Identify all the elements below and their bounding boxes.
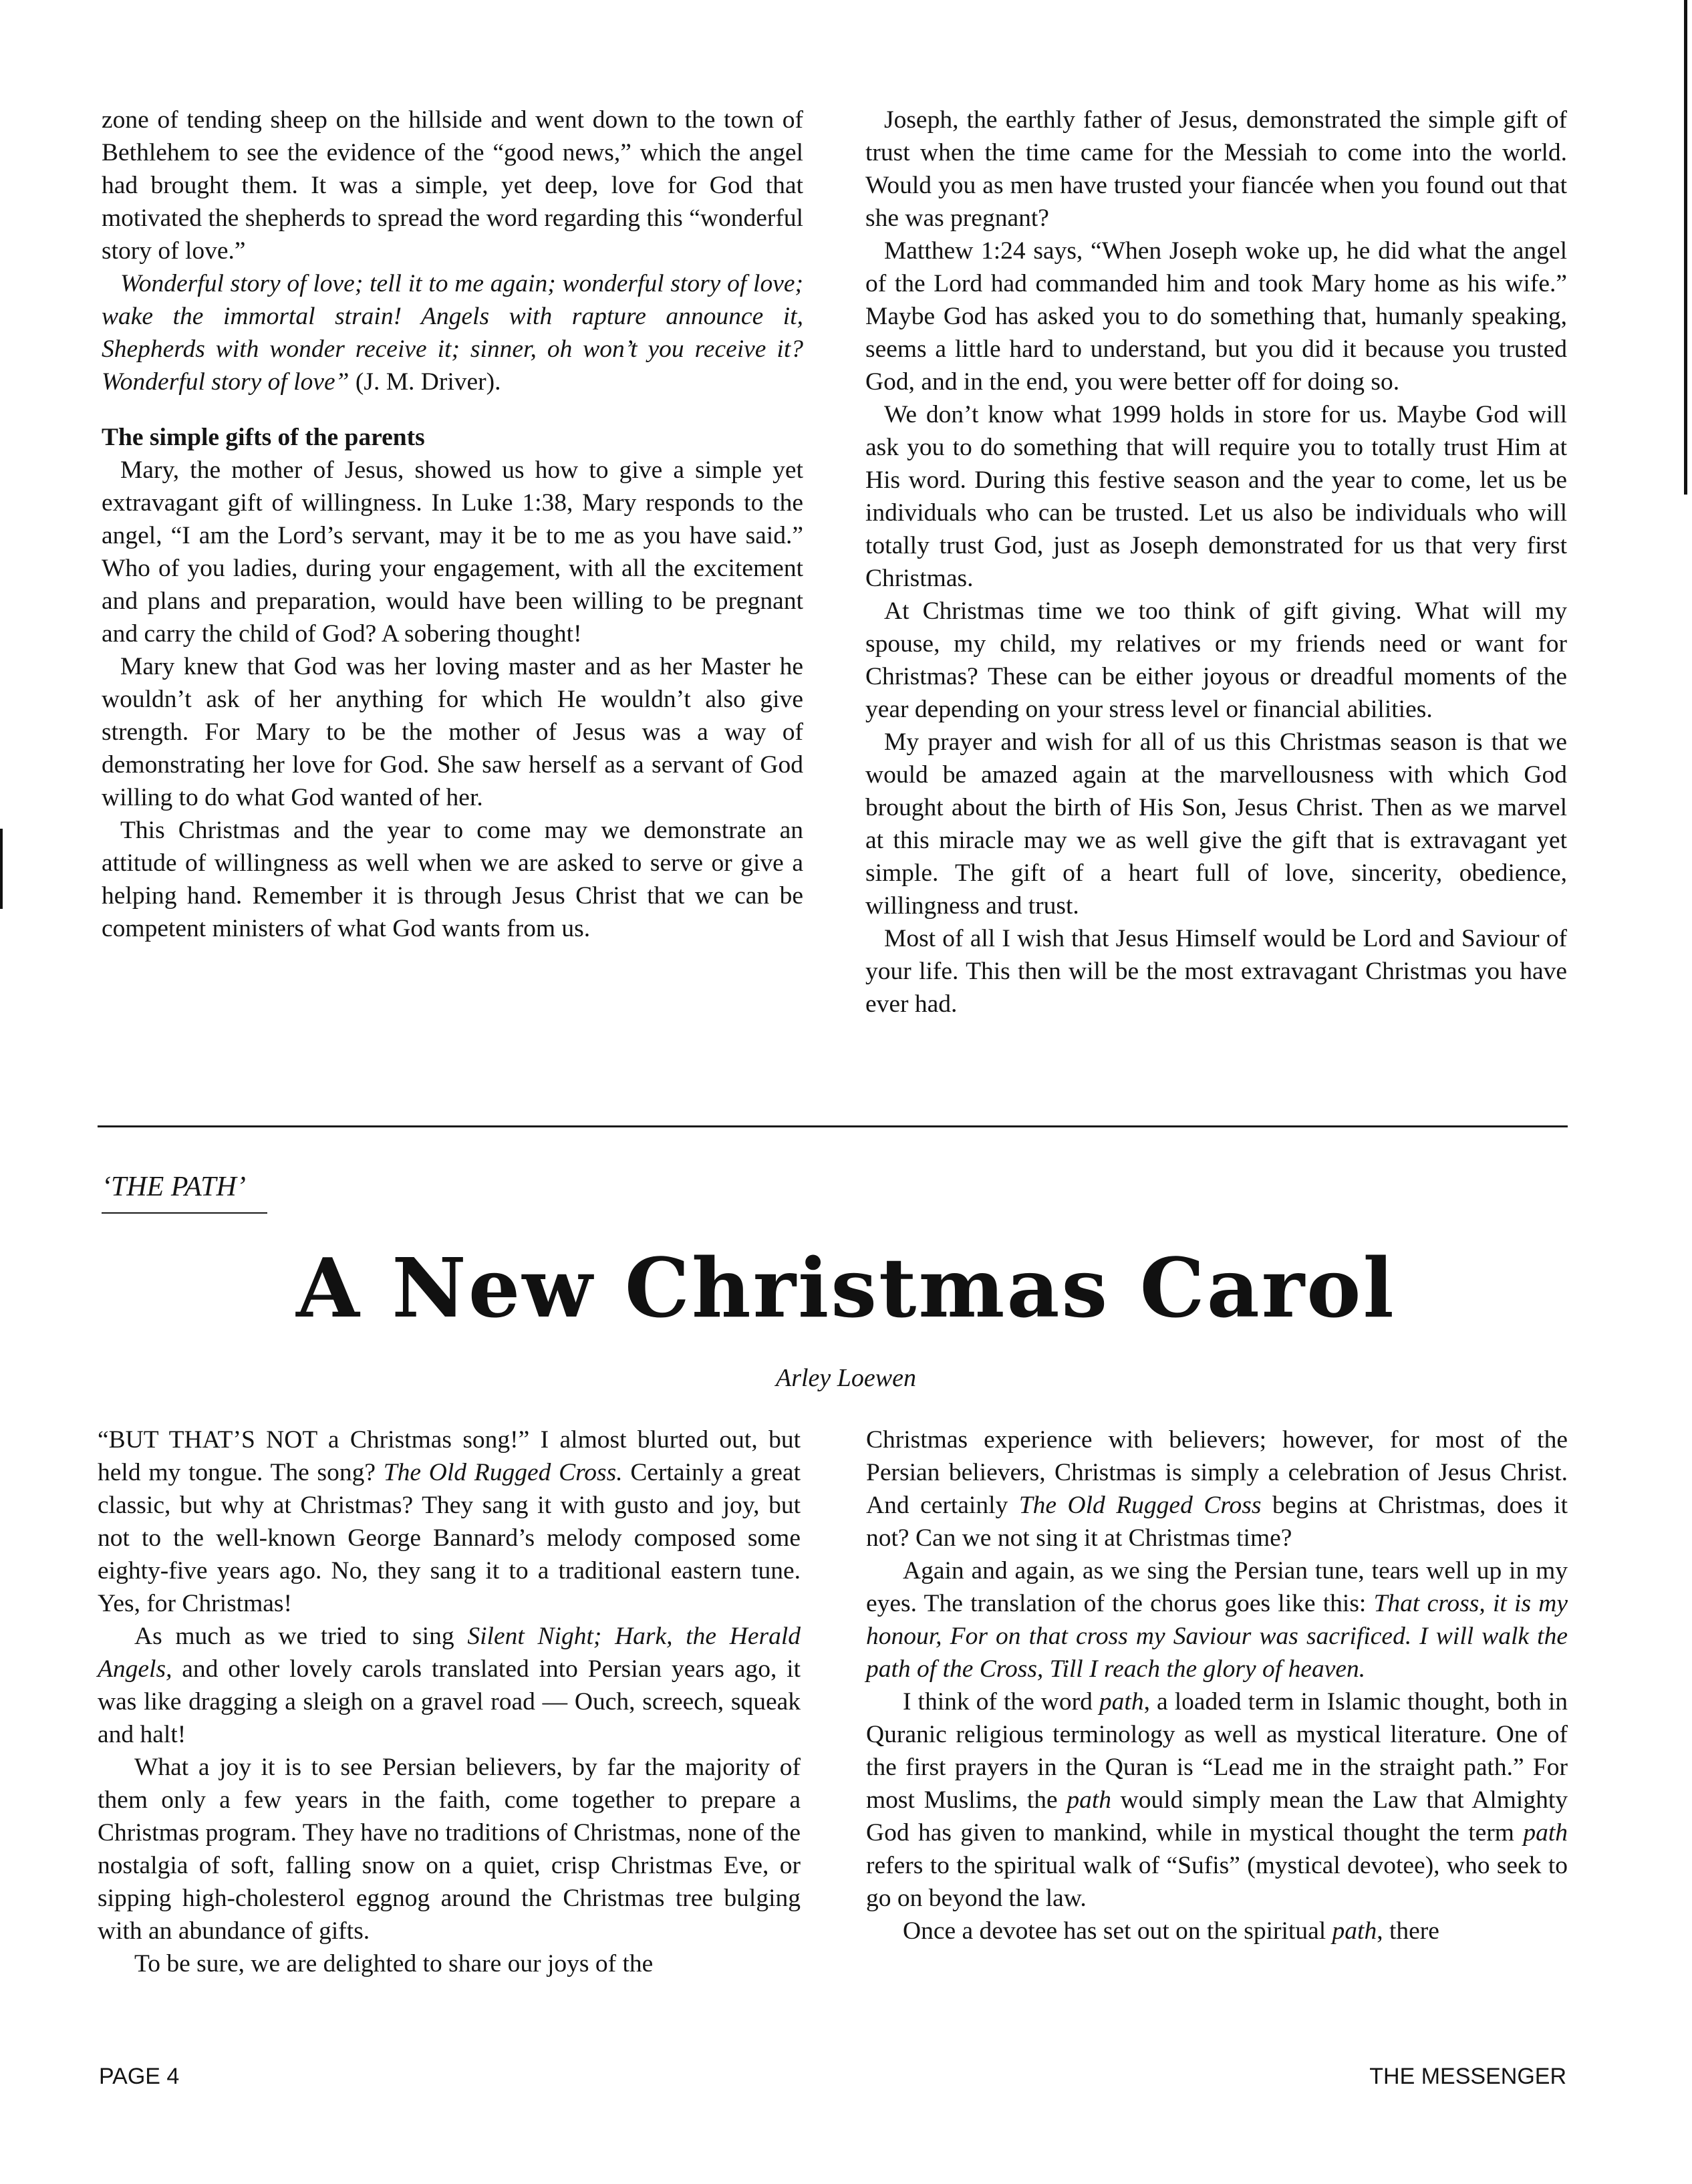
song-title: The Old Rugged Cross. bbox=[383, 1459, 623, 1486]
paragraph bbox=[98, 1423, 801, 1620]
paragraph bbox=[866, 1685, 1568, 1915]
emphasis: path bbox=[1332, 1917, 1377, 1945]
paragraph: What a joy it is to see Persian believers, by far the majority of them only a few years in the faith, come together to prepare a Christmas program. They have no traditions of Christmas, none of the nostalgia of soft, falling snow on a quiet, crisp Christmas Eve, or sipping high-cholesterol eggnog around the Christmas tree bulging with an abundance of gifts. bbox=[98, 1754, 801, 1945]
hymn-quote-credit: (J. M. Driver). bbox=[349, 368, 501, 396]
paragraph: We don’t know what 1999 holds in store for us. Maybe God will ask you to do something that will require you to totally trust Him at His word. During this festive season and the year to come, let us be individuals who can be trusted. Let us also be individuals who will totally trust God, just as Joseph demonstrated for us that very first Christmas. bbox=[865, 401, 1567, 592]
lower-left-column bbox=[98, 1423, 801, 1980]
text-run: I think of the word bbox=[903, 1688, 1099, 1716]
paragraph: Mary knew that God was her loving master and as her Master he wouldn’t ask of her anything for which He wouldn’t also give strength. For Mary to be the mother of Jesus was a way of demonstrating her love for God. She saw herself as a servant of God willing to do what God wanted of her. bbox=[102, 653, 803, 811]
paragraph bbox=[866, 1915, 1568, 1947]
chorus-translation: That cross, it is my honour, For on that cross my Saviour was sacrificed. I will walk the path of the Cross, Till I reach the glory of heaven. bbox=[866, 1590, 1568, 1683]
text-run: Again and again, as we sing the Persian tune, tears well up in my eyes. The translation of the chorus goes like this: bbox=[866, 1557, 1568, 1617]
scan-edge-mark bbox=[1684, 0, 1687, 495]
paragraph: My prayer and wish for all of us this Christmas season is that we would be amazed again at the marvellousness with which God brought about the birth of His Son, Jesus Christ. Then as we marvel at this miracle may we as well give the gift that is extravagant yet simple. The gift of a heart full of love, sincerity, obedience, willingness and trust. bbox=[865, 728, 1567, 920]
publication-name: THE MESSENGER bbox=[1369, 2064, 1566, 2089]
text-run: refers to the spiritual walk of “Sufis” (mystical devotee), who seek to go on beyond the law. bbox=[866, 1852, 1568, 1912]
text-run: “BUT THAT’S NOT a Christmas song!” I almost blurted out, but held my tongue. The song? bbox=[98, 1426, 801, 1486]
hymn-quote-text: Wonderful story of love; tell it to me again; wonderful story of love; wake the immortal strain! Angels with rapture announce it, Shepherds with wonder receive it; sinner, oh won’t you receive it? Wonderful story of love” bbox=[102, 270, 803, 396]
text-run: and other lovely carols translated into Persian years ago, it was like dragging a sleigh on a gravel road — Ouch, screech, squeak and halt! bbox=[98, 1655, 801, 1748]
text-run: , there bbox=[1377, 1917, 1439, 1945]
scan-edge-mark bbox=[0, 829, 3, 909]
text-run: Certainly a great classic, but why at Christmas? They sang it with gusto and joy, but not to the well-known George Bannard’s melody composed some eighty-five years ago. No, they sang it to a traditional eastern tune. Yes, for Christmas! bbox=[98, 1459, 801, 1617]
paragraph bbox=[98, 1620, 801, 1751]
paragraph: zone of tending sheep on the hillside and went down to the town of Bethlehem to see the evidence of the “good news,” which the angel had brought them. It was a simple, yet deep, love for God that motivated the shepherds to spread the word regarding this “wonderful story of love.” bbox=[102, 106, 803, 265]
section-label: ‘THE PATH’ bbox=[102, 1172, 246, 1202]
byline: Arley Loewen bbox=[775, 1364, 916, 1392]
emphasis: path bbox=[1067, 1786, 1112, 1814]
article-title: A New Christmas Carol bbox=[296, 1240, 1396, 1336]
paragraph: This Christmas and the year to come may we demonstrate an attitude of willingness as well when we are asked to serve or give a helping hand. Remember it is through Jesus Christ that we can be competent ministers of what God wants from us. bbox=[102, 817, 803, 942]
text-run: begins at Christmas, does it not? Can we not sing it at Christmas time? bbox=[866, 1492, 1568, 1552]
paragraph: Most of all I wish that Jesus Himself would be Lord and Saviour of your life. This then will be the most extravagant Christmas you have ever had. bbox=[865, 925, 1567, 1018]
emphasis: path bbox=[1099, 1688, 1144, 1716]
lower-right-column bbox=[866, 1423, 1568, 1947]
subheading: The simple gifts of the parents bbox=[102, 424, 425, 451]
section-divider bbox=[98, 1125, 1568, 1127]
paragraph: To be sure, we are delighted to share our joys of the bbox=[134, 1950, 654, 1977]
section-label-underline bbox=[102, 1212, 267, 1214]
paragraph: Joseph, the earthly father of Jesus, demonstrated the simple gift of trust when the time came for the Messiah to come into the world. Would you as men have trusted your fiancée when you found out that she was pregnant? bbox=[865, 106, 1567, 232]
hymn-quote bbox=[102, 267, 803, 398]
text-run: Once a devotee has set out on the spiritual bbox=[903, 1917, 1332, 1945]
paragraph bbox=[866, 1554, 1568, 1685]
emphasis: path bbox=[1523, 1819, 1568, 1847]
song-title: Silent Night; Hark, the Herald Angels, bbox=[98, 1623, 801, 1683]
text-run: , a loaded term in Islamic thought, both in Quranic religious terminology as well as mystical literature. One of the first prayers in the Quran is “Lead me in the straight path.” For most Muslims, the bbox=[866, 1688, 1568, 1814]
upper-left-column bbox=[102, 104, 803, 945]
text-run: would simply mean the Law that Almighty God has given to mankind, while in mystical thought the term bbox=[866, 1786, 1568, 1847]
page-number: PAGE 4 bbox=[99, 2064, 180, 2089]
song-title: The Old Rugged Cross bbox=[1018, 1492, 1262, 1519]
paragraph: Matthew 1:24 says, “When Joseph woke up, he did what the angel of the Lord had commanded him and took Mary home as his wife.” Maybe God has asked you to do something that, humanly speaking, seems a little hard to understand, but you did it because you trusted God, and in the end, you were better off for doing so. bbox=[865, 237, 1567, 396]
paragraph: Mary, the mother of Jesus, showed us how to give a simple yet extravagant gift of willingness. In Luke 1:38, Mary responds to the angel, “I am the Lord’s servant, may it be to me as you have said.” Who of you ladies, during your engagement, with all the excitement and plans and preparation, would have been willing to be pregnant and carry the child of God? A sobering thought! bbox=[102, 456, 803, 648]
upper-right-column bbox=[865, 104, 1567, 1020]
paragraph bbox=[866, 1423, 1568, 1554]
paragraph: At Christmas time we too think of gift giving. What will my spouse, my child, my relatives or my friends need or want for Christmas? These can be either joyous or dreadful moments of the year depending on your stress level or financial abilities. bbox=[865, 597, 1567, 723]
text-run: Christmas experience with believers; however, for most of the Persian believers, Christmas is simply a celebration of Jesus Christ. And certainly bbox=[866, 1426, 1568, 1519]
text-run: As much as we tried to sing bbox=[134, 1623, 468, 1650]
